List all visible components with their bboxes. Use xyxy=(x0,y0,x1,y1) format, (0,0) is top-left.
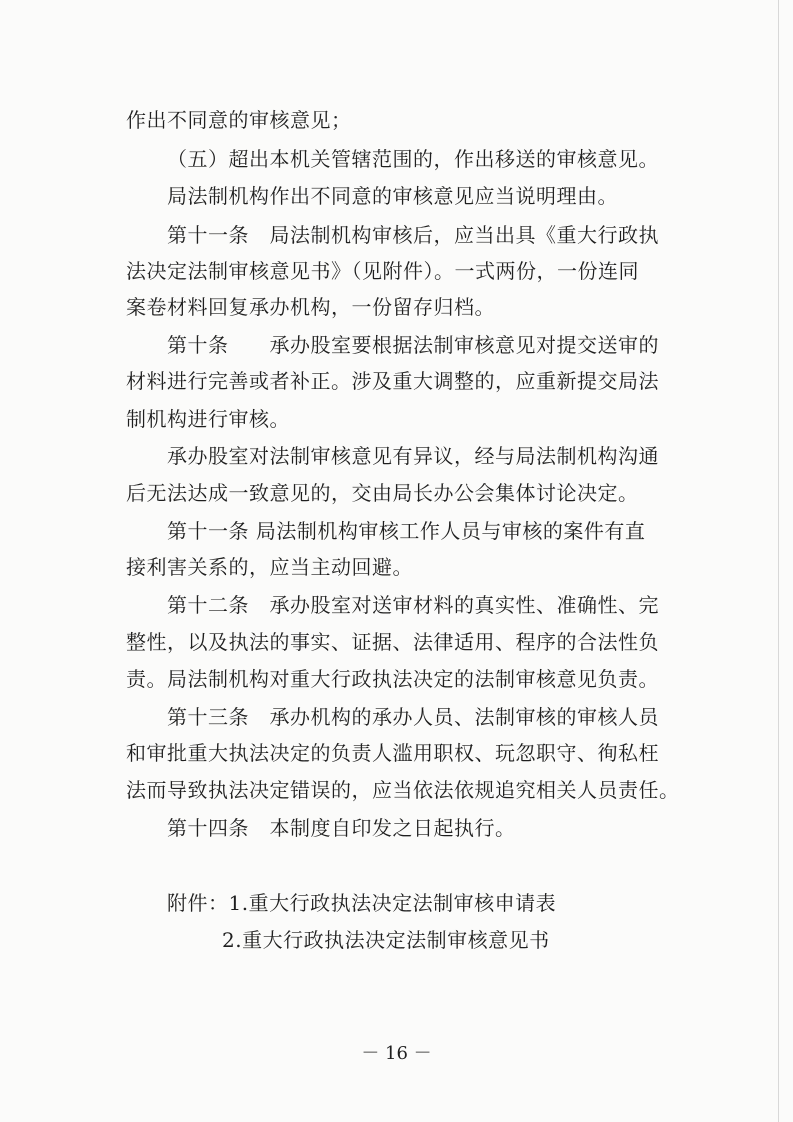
article-12-heading: 第十二条 承办股室对送审材料的真实性、准确性、完 xyxy=(167,593,659,617)
paragraph-line: 责。局法制机构对重大行政执法决定的法制审核意见负责。 xyxy=(126,667,659,691)
paragraph-line: 局法制机构作出不同意的审核意见应当说明理由。 xyxy=(167,184,618,208)
paragraph-line: 后无法达成一致意见的，交由局长办公会集体讨论决定。 xyxy=(126,481,639,505)
paragraph-line: 作出不同意的审核意见； xyxy=(126,108,352,132)
paragraph-line: 材料进行完善或者补正。涉及重大调整的，应重新提交局法 xyxy=(126,369,659,393)
article-10-heading: 第十条 承办股室要根据法制审核意见对提交送审的 xyxy=(167,333,659,357)
paragraph-line: 和审批重大执法决定的负责人滥用职权、玩忽职守、徇私枉 xyxy=(126,741,659,765)
paragraph-line: 承办股室对法制审核意见有异议，经与局法制机构沟通 xyxy=(167,444,659,468)
paragraph-line: 整性，以及执法的事实、证据、法律适用、程序的合法性负 xyxy=(126,630,659,654)
paragraph-line: （五）超出本机关管辖范围的，作出移送的审核意见。 xyxy=(167,147,659,171)
article-11-heading: 第十一条 局法制机构审核后，应当出具《重大行政执 xyxy=(167,223,659,247)
article-11b-heading: 第十一条 局法制机构审核工作人员与审核的案件有直 xyxy=(167,519,646,543)
article-13-heading: 第十三条 承办机构的承办人员、法制审核的审核人员 xyxy=(167,705,659,729)
attachment-item-1: 附件：1.重大行政执法决定法制审核申请表 xyxy=(167,891,557,915)
attachment-item-2: 2.重大行政执法决定法制审核意见书 xyxy=(222,928,550,952)
paragraph-line: 法决定法制审核意见书》（见附件）。一式两份，一份连同 xyxy=(126,259,639,283)
page-number: － 16 － xyxy=(361,1043,432,1064)
paragraph-line: 制机构进行审核。 xyxy=(126,407,290,431)
paragraph-line: 接利害关系的，应当主动回避。 xyxy=(126,555,413,579)
scan-edge-line xyxy=(778,0,779,1122)
paragraph-line: 案卷材料回复承办机构，一份留存归档。 xyxy=(126,295,495,319)
paragraph-line: 法而导致执法决定错误的，应当依法依规追究相关人员责任。 xyxy=(126,778,680,802)
article-14-heading: 第十四条 本制度自印发之日起执行。 xyxy=(167,816,516,840)
